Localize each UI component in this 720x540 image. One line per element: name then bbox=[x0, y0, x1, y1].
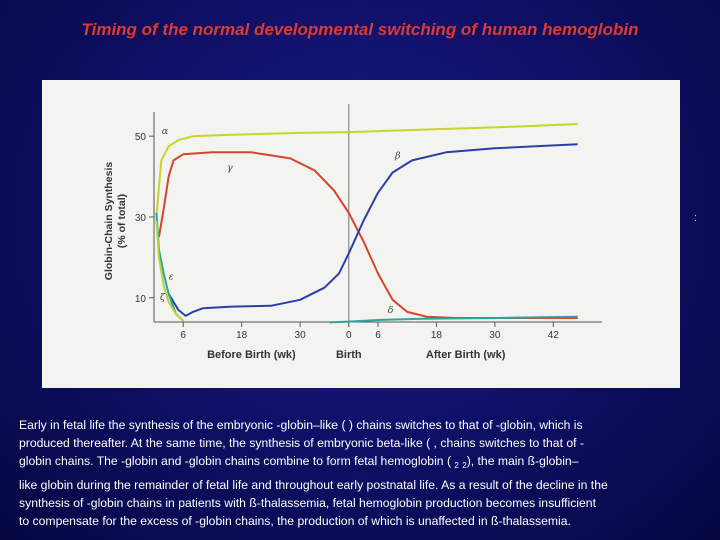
edge-glyph: : bbox=[694, 212, 698, 224]
x-tick-label: 42 bbox=[547, 330, 559, 341]
x-tick-label: 6 bbox=[375, 330, 381, 341]
caption-line: produced thereafter. At the same time, the synthesis of embryonic beta-like ( , chains switches to that of - bbox=[19, 436, 584, 451]
y-axis-label bbox=[103, 162, 128, 281]
caption-text bbox=[19, 416, 709, 530]
x-tick-label: 30 bbox=[294, 330, 306, 341]
x-tick-label: 18 bbox=[430, 330, 442, 341]
chart-panel bbox=[42, 80, 680, 388]
series-label: ε bbox=[168, 271, 174, 283]
caption-line-text: globin chains. The -globin and -globin chains combine to form fetal hemoglobin ( bbox=[19, 454, 455, 469]
x-tick-label: 18 bbox=[236, 330, 248, 341]
x-axis-label-after: After Birth (wk) bbox=[425, 349, 506, 361]
y-tick-label: 10 bbox=[134, 293, 146, 305]
series-label: ζ bbox=[159, 291, 165, 303]
x-axis-label-birth: Birth bbox=[335, 349, 362, 361]
caption-line-text: ), the main ß-globin– bbox=[466, 454, 579, 469]
hemoglobin-switching-chart bbox=[42, 80, 680, 388]
y-axis-label-line: Globin-Chain Synthesis bbox=[103, 161, 115, 281]
series-line bbox=[159, 152, 578, 318]
subscript: 2 bbox=[462, 461, 467, 471]
y-tick-label: 30 bbox=[134, 212, 146, 224]
page-title: Timing of the normal developmental switching of human hemoglobin bbox=[81, 20, 639, 39]
series-line bbox=[156, 124, 577, 217]
caption-line bbox=[19, 452, 709, 475]
x-axis-label-before: Before Birth (wk) bbox=[207, 349, 296, 361]
caption-line: synthesis of -globin chains in patients with ß-thalassemia, fetal hemoglobin production becomes insufficient bbox=[19, 495, 596, 510]
x-tick-label: 0 bbox=[346, 330, 352, 341]
series-label: β bbox=[395, 150, 401, 162]
caption-line: Early in fetal life the synthesis of the embryonic -globin–like ( ) chains switches to that of -globin, which is bbox=[19, 418, 583, 432]
series-label: γ bbox=[227, 162, 233, 174]
caption-line: to compensate for the excess of -globin chains, the production of which is unaffected in ß-thalassemia. bbox=[19, 514, 571, 529]
series-label: α bbox=[161, 126, 169, 138]
subscript: 2 bbox=[454, 461, 459, 471]
y-axis-label-line: (% of total) bbox=[116, 193, 128, 249]
y-tick-label: 50 bbox=[134, 132, 146, 144]
x-tick-label: 30 bbox=[489, 330, 501, 341]
series-label: δ bbox=[387, 305, 394, 317]
x-tick-label: 6 bbox=[180, 330, 186, 341]
caption-line: like globin during the remainder of fetal life and throughout early postnatal life. As a result of the decline in the bbox=[19, 477, 608, 492]
